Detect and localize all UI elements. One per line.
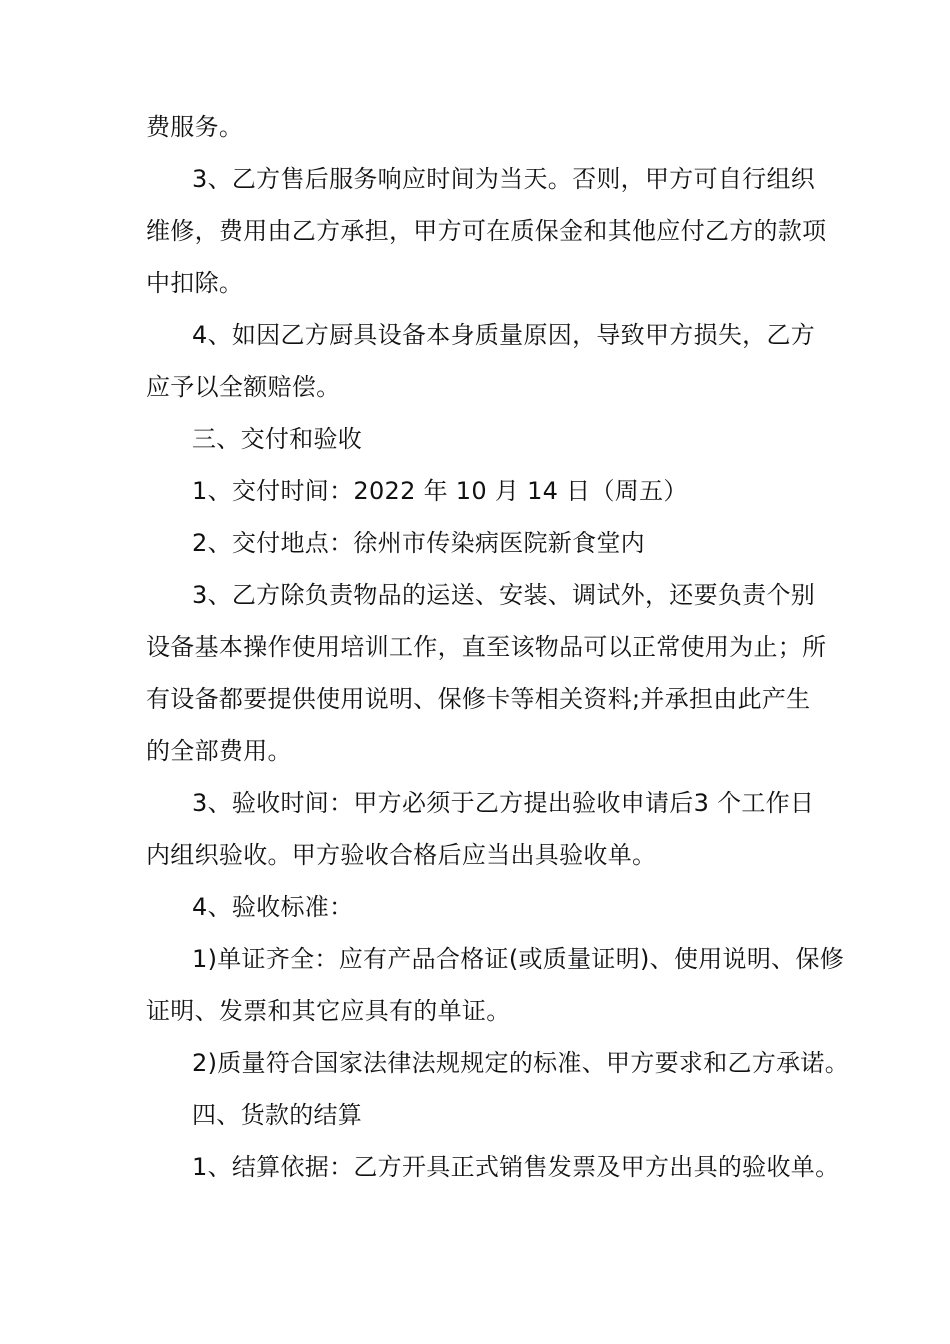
- text-line: 2、交付地点：徐州市传染病医院新食堂内: [192, 529, 645, 557]
- text-line: 内组织验收。甲方验收合格后应当出具验收单。: [146, 841, 657, 869]
- section-heading: 四、货款的结算: [192, 1101, 363, 1129]
- text-line: 2)质量符合国家法律法规规定的标准、甲方要求和乙方承诺。: [192, 1049, 850, 1077]
- text-line: 应予以全额赔偿。: [146, 373, 341, 401]
- text-line: 4、验收标准：: [192, 893, 354, 921]
- text-line: 设备基本操作使用培训工作，直至该物品可以正常使用为止；所: [146, 633, 827, 661]
- text-line: 3、乙方除负责物品的运送、安装、调试外，还要负责个别: [192, 581, 816, 609]
- text-line: 3、乙方售后服务响应时间为当天。否则，甲方可自行组织: [192, 165, 816, 193]
- text-line: 中扣除。: [146, 269, 244, 297]
- section-heading: 三、交付和验收: [192, 425, 363, 453]
- text-line: 费服务。: [146, 113, 244, 141]
- text-line: 4、如因乙方厨具设备本身质量原因，导致甲方损失，乙方: [192, 321, 816, 349]
- text-line: 的全部费用。: [146, 737, 292, 765]
- text-line: 1、交付时间：2022 年 10 月 14 日（周五）: [192, 477, 688, 505]
- text-line: 3、验收时间：甲方必须于乙方提出验收申请后3 个工作日: [192, 789, 815, 817]
- text-line: 1)单证齐全：应有产品合格证(或质量证明)、使用说明、保修: [192, 945, 845, 973]
- text-line: 维修，费用由乙方承担，甲方可在质保金和其他应付乙方的款项: [146, 217, 827, 245]
- text-line: 1、结算依据：乙方开具正式销售发票及甲方出具的验收单。: [192, 1153, 840, 1181]
- text-line: 有设备都要提供使用说明、保修卡等相关资料;并承担由此产生: [146, 685, 811, 713]
- document-body: [146, 104, 850, 1196]
- text-line: 证明、发票和其它应具有的单证。: [146, 997, 511, 1025]
